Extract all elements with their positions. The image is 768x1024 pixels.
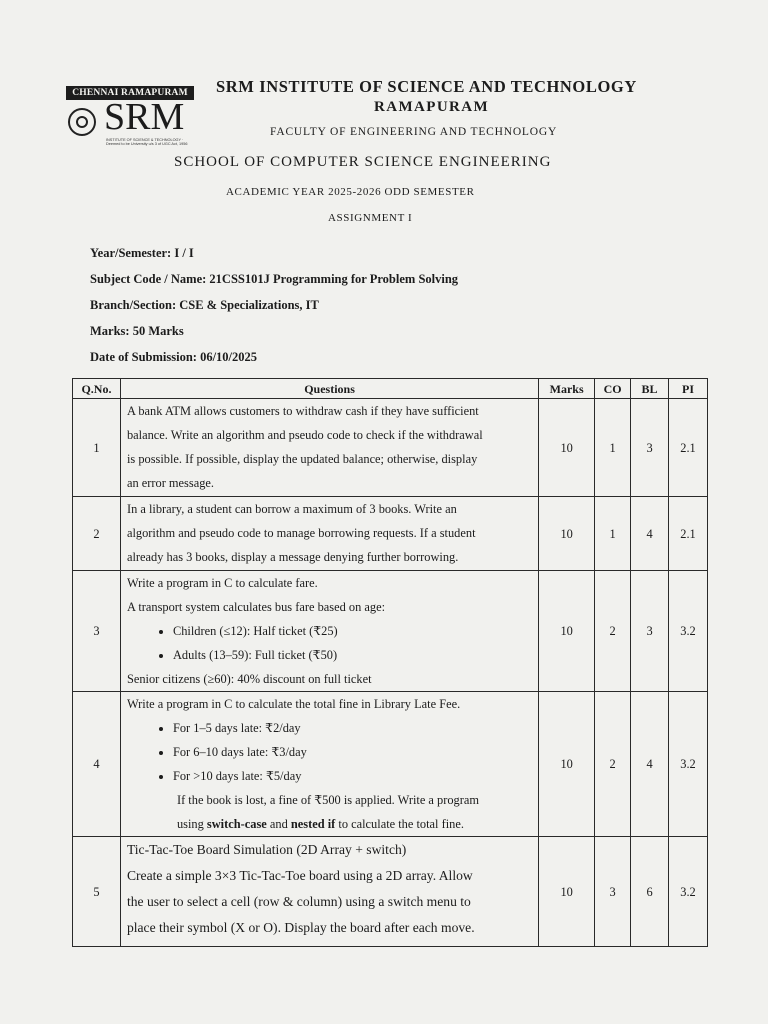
co-cell: 1 [595, 497, 631, 571]
marks-cell: 10 [539, 399, 595, 497]
pi-cell: 2.1 [669, 399, 708, 497]
institute-name: SRM INSTITUTE OF SCIENCE AND TECHNOLOGY [216, 77, 637, 96]
question-line: If the book is lost, a fine of ₹500 is applied. Write a program [176, 793, 480, 807]
pi-cell: 3.2 [669, 837, 708, 947]
school-name: SCHOOL OF COMPUTER SCIENCE ENGINEERING [174, 154, 552, 170]
list-item: • For 1–5 days late: ₹2/day [173, 716, 532, 740]
subject: Subject Code / Name: 21CSS101J Programming for Problem Solving [90, 272, 459, 286]
text-span: and [266, 817, 291, 831]
marks-total: Marks: 50 Marks [90, 324, 184, 338]
co-cell: 1 [595, 399, 631, 497]
logo-banner: CHENNAI RAMAPURAM [66, 86, 194, 100]
header-pi: PI [669, 379, 708, 399]
question-line: Tic-Tac-Toe Board Simulation (2D Array + switch) [126, 842, 407, 857]
course-details [90, 240, 458, 370]
year-semester: Year/Semester: I / I [90, 246, 194, 260]
qno-cell: 2 [73, 497, 121, 571]
qno-cell: 4 [73, 692, 121, 837]
srm-logo [66, 86, 194, 156]
header-co: CO [595, 379, 631, 399]
question-line: an error message. [126, 476, 214, 490]
question-line: algorithm and pseudo code to manage borrowing requests. If a student [126, 526, 476, 540]
question-cell [120, 837, 538, 947]
question-line: the user to select a cell (row & column) using a switch menu to [126, 894, 471, 909]
question-line: Write a program in C to calculate fare. [126, 576, 318, 590]
table-row [73, 571, 708, 692]
co-cell: 2 [595, 571, 631, 692]
text-span: using [176, 817, 207, 831]
bl-cell: 3 [631, 399, 669, 497]
keyword: switch-case [206, 817, 267, 831]
marks-cell: 10 [539, 497, 595, 571]
qno-cell: 5 [73, 837, 121, 947]
list-item: • Children (≤12): Half ticket (₹25) [173, 619, 532, 643]
faculty-name: FACULTY OF ENGINEERING AND TECHNOLOGY [270, 126, 558, 138]
keyword: nested if [290, 817, 336, 831]
question-line: balance. Write an algorithm and pseudo code to check if the withdrawal [126, 428, 483, 442]
co-cell: 2 [595, 692, 631, 837]
qno-cell: 1 [73, 399, 121, 497]
table-row [73, 837, 708, 947]
bl-cell: 4 [631, 497, 669, 571]
fine-list [127, 716, 532, 788]
question-line: Write a program in C to calculate the total fine in Library Late Fee. [126, 697, 461, 711]
header-bl: BL [631, 379, 669, 399]
question-line: A transport system calculates bus fare based on age: [126, 600, 386, 614]
question-line: already has 3 books, display a message denying further borrowing. [126, 550, 459, 564]
question-line: In a library, a student can borrow a maximum of 3 books. Write an [126, 502, 457, 516]
bl-cell: 4 [631, 692, 669, 837]
questions-table [72, 378, 708, 947]
question-line: is possible. If possible, display the updated balance; otherwise, display [126, 452, 478, 466]
pi-cell: 3.2 [669, 692, 708, 837]
marks-cell: 10 [539, 571, 595, 692]
pi-cell: 2.1 [669, 497, 708, 571]
campus-name: RAMAPURAM [374, 99, 490, 115]
question-cell [120, 692, 538, 837]
co-cell: 3 [595, 837, 631, 947]
question-line: place their symbol (X or O). Display the board after each move. [126, 920, 475, 935]
academic-year: ACADEMIC YEAR 2025-2026 ODD SEMESTER [226, 186, 475, 198]
bl-cell: 6 [631, 837, 669, 947]
pi-cell: 3.2 [669, 571, 708, 692]
bl-cell: 3 [631, 571, 669, 692]
logo-mark: SRM [104, 96, 185, 138]
table-row [73, 497, 708, 571]
question-line: Create a simple 3×3 Tic-Tac-Toe board using a 2D array. Allow [126, 868, 473, 883]
emblem-icon [68, 108, 96, 136]
question-cell [120, 497, 538, 571]
fare-list [127, 619, 532, 667]
branch-section: Branch/Section: CSE & Specializations, IT [90, 298, 319, 312]
text-span: to calculate the total fine. [335, 817, 464, 831]
submission-date: Date of Submission: 06/10/2025 [90, 350, 258, 364]
marks-cell: 10 [539, 837, 595, 947]
table-header-row [73, 379, 708, 399]
question-line: A bank ATM allows customers to withdraw cash if they have sufficient [126, 404, 479, 418]
logo-tagline: INSTITUTE OF SCIENCE & TECHNOLOGY · Deemed to be University u/s 3 of UGC Act, 1956 [106, 138, 188, 147]
qno-cell: 3 [73, 571, 121, 692]
list-item: • Adults (13–59): Full ticket (₹50) [173, 643, 532, 667]
question-cell [120, 399, 538, 497]
list-item: • For 6–10 days late: ₹3/day [173, 740, 532, 764]
header-qno: Q.No. [73, 379, 121, 399]
marks-cell: 10 [539, 692, 595, 837]
question-cell [120, 571, 538, 692]
question-line: Senior citizens (≥60): 40% discount on full ticket [126, 672, 372, 686]
question-line [127, 812, 532, 836]
assignment-title: ASSIGNMENT I [328, 212, 413, 224]
list-item: • For >10 days late: ₹5/day [173, 764, 532, 788]
table-row [73, 692, 708, 837]
header-questions: Questions [120, 379, 538, 399]
table-row [73, 399, 708, 497]
header-marks: Marks [539, 379, 595, 399]
